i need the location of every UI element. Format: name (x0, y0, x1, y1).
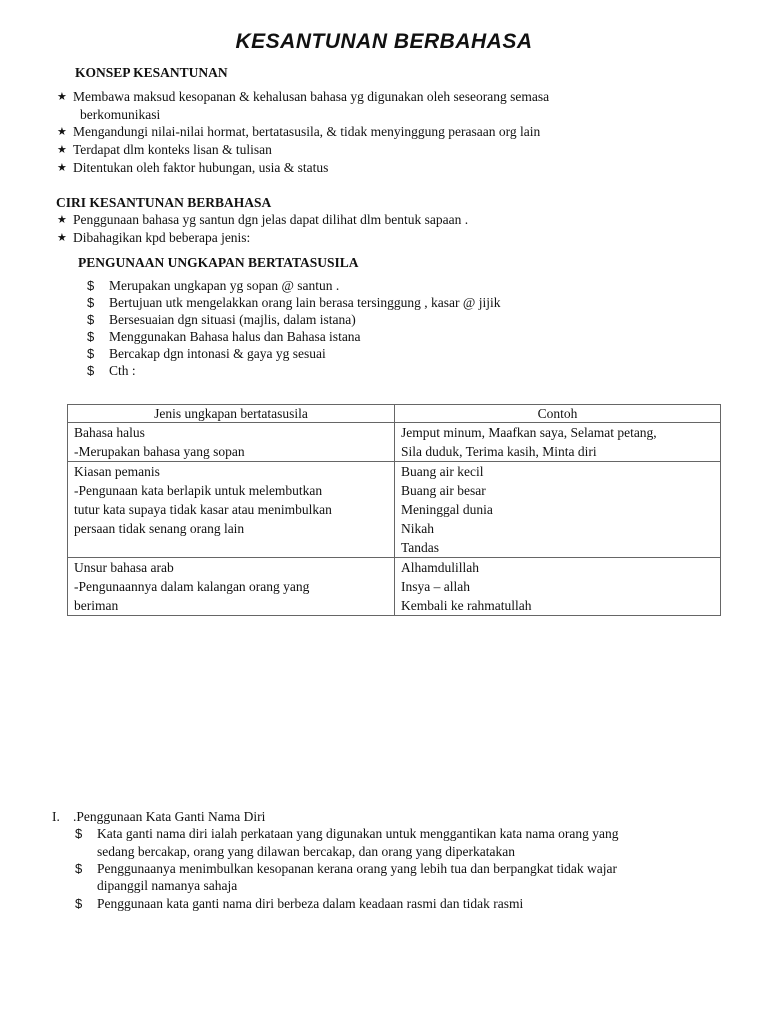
dollar-bullet-icon: $ (87, 278, 95, 293)
konsep-item: Membawa maksud kesopanan & kehalusan bahasa yg digunakan oleh seseorang semasa (73, 89, 550, 104)
ciri-subitem: Cth : (109, 363, 136, 378)
table-cell (68, 558, 395, 616)
cell-line: -Merupakan bahasa yang sopan (74, 444, 245, 459)
cell-line: persaan tidak senang orang lain (74, 521, 245, 536)
page-title: KESANTUNAN BERBAHASA (235, 30, 533, 53)
konsep-item: Mengandungi nilai-nilai hormat, bertatasusila, & tidak menyinggung perasaan org lain (73, 124, 541, 139)
cell-line: Buang air kecil (401, 464, 484, 479)
cell-line: Sila duduk, Terima kasih, Minta diri (401, 444, 597, 459)
table-row (68, 462, 721, 558)
cell-line: Jemput minum, Maafkan saya, Selamat petang, (401, 425, 657, 440)
section-item-continuation: dipanggil namanya sahaja (97, 878, 238, 893)
ciri-subitem: Merupakan ungkapan yg sopan @ santun . (109, 278, 340, 293)
cell-line: Alhamdulillah (401, 560, 479, 575)
dollar-bullet-icon: $ (87, 312, 95, 327)
dollar-bullet-icon: $ (87, 363, 95, 378)
section-item: Penggunaan kata ganti nama diri berbeza dalam keadaan rasmi dan tidak rasmi (97, 896, 524, 911)
section-item-continuation: sedang bercakap, orang yang dilawan bercakap, dan orang yang diperkatakan (97, 844, 515, 859)
table-cell (395, 558, 721, 616)
ciri-subheading: PENGUNAAN UNGKAPAN BERTATASUSILA (78, 255, 359, 270)
section-item: Penggunaanya menimbulkan kesopanan kerana orang yang lebih tua dan berpangkat tidak wajar (97, 861, 617, 876)
cell-line: Tandas (401, 540, 440, 555)
dollar-bullet-icon: $ (75, 896, 83, 911)
table-row (68, 423, 721, 462)
examples-table (67, 404, 721, 616)
ciri-item: Dibahagikan kpd beberapa jenis: (73, 230, 251, 245)
konsep-item-continuation: berkomunikasi (80, 107, 161, 122)
star-bullet-icon: ★ (57, 126, 67, 138)
table-cell (68, 423, 395, 462)
star-bullet-icon: ★ (57, 214, 67, 226)
cell-line: Insya – allah (401, 579, 470, 594)
cell-line: Kembali ke rahmatullah (401, 598, 532, 613)
dollar-bullet-icon: $ (75, 826, 83, 841)
konsep-heading: KONSEP KESANTUNAN (75, 65, 228, 80)
cell-line: Unsur bahasa arab (74, 560, 174, 575)
star-bullet-icon: ★ (57, 232, 67, 244)
section-numeral: I. (52, 809, 60, 824)
table-cell (395, 462, 721, 558)
ciri-subitem: Bercakap dgn intonasi & gaya yg sesuai (109, 346, 326, 361)
dollar-bullet-icon: $ (75, 861, 83, 876)
table-header-cell: Contoh (395, 405, 721, 423)
cell-line: -Pengunaan kata berlapik untuk melembutkan (74, 483, 323, 498)
ciri-subitem: Bertujuan utk mengelakkan orang lain berasa tersinggung , kasar @ jijik (109, 295, 501, 310)
table-cell (395, 423, 721, 462)
table-header-cell: Jenis ungkapan bertatasusila (68, 405, 395, 423)
table-header-row (68, 405, 721, 423)
ciri-subitem: Menggunakan Bahasa halus dan Bahasa istana (109, 329, 361, 344)
section-heading: .Penggunaan Kata Ganti Nama Diri (73, 809, 266, 824)
ciri-subitem: Bersesuaian dgn situasi (majlis, dalam istana) (109, 312, 356, 327)
cell-line: Buang air besar (401, 483, 486, 498)
ciri-heading: CIRI KESANTUNAN BERBAHASA (56, 195, 272, 210)
konsep-item: Ditentukan oleh faktor hubungan, usia & status (73, 160, 329, 175)
konsep-item: Terdapat dlm konteks lisan & tulisan (73, 142, 272, 157)
table-row (68, 558, 721, 616)
star-bullet-icon: ★ (57, 162, 67, 174)
dollar-bullet-icon: $ (87, 346, 95, 361)
cell-line: Bahasa halus (74, 425, 145, 440)
cell-line: -Pengunaannya dalam kalangan orang yang (74, 579, 310, 594)
star-bullet-icon: ★ (57, 144, 67, 156)
ciri-item: Penggunaan bahasa yg santun dgn jelas dapat dilihat dlm bentuk sapaan . (73, 212, 469, 227)
cell-line: beriman (74, 598, 119, 613)
star-bullet-icon: ★ (57, 91, 67, 103)
cell-line: Nikah (401, 521, 434, 536)
cell-line: Kiasan pemanis (74, 464, 160, 479)
cell-line: Meninggal dunia (401, 502, 493, 517)
cell-line: tutur kata supaya tidak kasar atau menimbulkan (74, 502, 332, 517)
table-cell (68, 462, 395, 558)
section-item: Kata ganti nama diri ialah perkataan yang digunakan untuk menggantikan kata nama orang yang (97, 826, 619, 841)
dollar-bullet-icon: $ (87, 295, 95, 310)
dollar-bullet-icon: $ (87, 329, 95, 344)
